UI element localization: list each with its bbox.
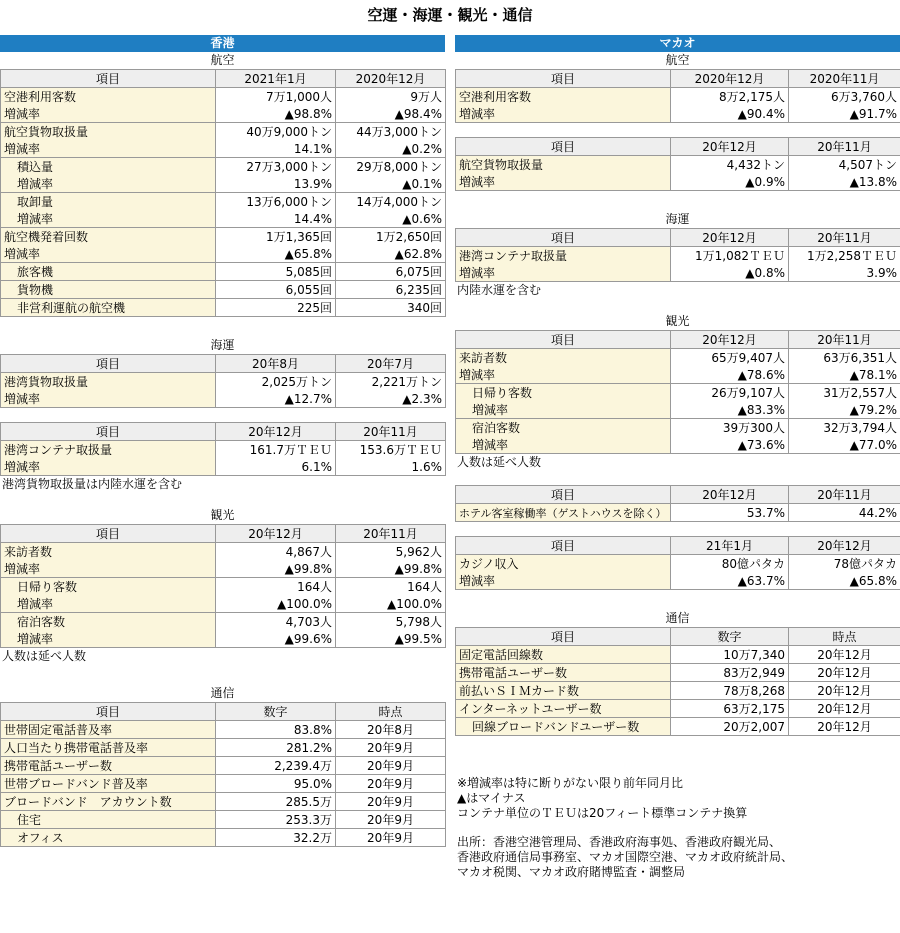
cell-value: 9万人 xyxy=(336,88,446,106)
row-label: 固定電話回線数 xyxy=(456,646,671,664)
table-row xyxy=(1,281,446,299)
cell-value: 253.3万 xyxy=(216,811,336,829)
table-row xyxy=(1,193,446,211)
col-header: 2021年1月 xyxy=(216,70,336,88)
row-label: ホテル客室稼働率（ゲストハウスを除く） xyxy=(456,504,671,522)
cell-value: 29万8,000トン xyxy=(336,158,446,176)
cell-value: 1万2,258ＴＥＵ xyxy=(789,247,900,265)
cell-value: 164人 xyxy=(336,578,446,596)
cell-value: 78万8,268 xyxy=(671,682,789,700)
table-row xyxy=(456,401,900,419)
col-header: 20年11月 xyxy=(789,486,900,504)
col-header: 20年11月 xyxy=(789,229,900,247)
col-header: 20年7月 xyxy=(336,355,446,373)
row-label: 港湾コンテナ取扱量 xyxy=(1,441,216,459)
cell-value: ▲90.4% xyxy=(671,105,789,123)
table-row xyxy=(456,156,900,174)
hk-sea-container-table xyxy=(0,422,446,476)
table-row xyxy=(456,555,900,573)
cell-value: 63万2,175 xyxy=(671,700,789,718)
cell-value: ▲65.8% xyxy=(216,245,336,263)
cell-value: 6,055回 xyxy=(216,281,336,299)
cell-value: ▲0.1% xyxy=(336,175,446,193)
cell-value: 20年9月 xyxy=(336,811,446,829)
row-label: 人口当たり携帯電話普及率 xyxy=(1,739,216,757)
row-label: 増減率 xyxy=(456,173,671,191)
cell-value: 1.6% xyxy=(336,458,446,476)
row-label: 増減率 xyxy=(1,105,216,123)
table-row xyxy=(1,140,446,158)
hong-kong-column xyxy=(0,35,445,847)
row-label: 日帰り客数 xyxy=(456,384,671,402)
table-row xyxy=(456,384,900,402)
cell-value: 53.7% xyxy=(671,504,789,522)
mo-comm-table xyxy=(455,627,900,736)
note-line: ▲はマイナス xyxy=(457,791,526,805)
row-label: 積込量 xyxy=(1,158,216,176)
row-label: 増減率 xyxy=(1,560,216,578)
hk-comm-title: 通信 xyxy=(210,686,235,700)
cell-value: 14万4,000トン xyxy=(336,193,446,211)
mo-tour-note: 人数は延べ人数 xyxy=(457,455,542,469)
cell-value: 20年12月 xyxy=(789,664,900,682)
table-row xyxy=(456,646,900,664)
cell-value: 225回 xyxy=(216,299,336,317)
cell-value: 95.0% xyxy=(216,775,336,793)
table-row xyxy=(456,264,900,282)
table-row xyxy=(1,775,446,793)
col-header: 時点 xyxy=(789,628,900,646)
table-row xyxy=(1,757,446,775)
cell-value: 20年9月 xyxy=(336,739,446,757)
cell-value: 7万1,000人 xyxy=(216,88,336,106)
row-label: インターネットユーザー数 xyxy=(456,700,671,718)
row-label: ブロードバンド アカウント数 xyxy=(1,793,216,811)
table-row xyxy=(456,436,900,454)
row-label: オフィス xyxy=(1,829,216,847)
table-row xyxy=(1,630,446,648)
row-label: 増減率 xyxy=(1,210,216,228)
cell-value: ▲100.0% xyxy=(216,595,336,613)
cell-value: 340回 xyxy=(336,299,446,317)
col-header: 項目 xyxy=(456,138,671,156)
source-line: 出所：香港空港管理局、香港政府海事処、香港政府観光局、 xyxy=(457,835,782,849)
table-row xyxy=(1,793,446,811)
row-label: 回線ブロードバンドユーザー数 xyxy=(456,718,671,736)
cell-value: 63万6,351人 xyxy=(789,349,900,367)
row-label: 増減率 xyxy=(1,630,216,648)
notes xyxy=(455,776,900,821)
mo-tour-title: 観光 xyxy=(665,314,690,328)
row-label: 増減率 xyxy=(456,105,671,123)
note-line: コンテナ単位のＴＥＵは20フィート標準コンテナ換算 xyxy=(457,806,748,820)
row-label: 航空貨物取扱量 xyxy=(1,123,216,141)
cell-value: 78億パタカ xyxy=(789,555,900,573)
cell-value: 20年9月 xyxy=(336,793,446,811)
cell-value: ▲99.5% xyxy=(336,630,446,648)
cell-value: ▲78.6% xyxy=(671,366,789,384)
table-row xyxy=(456,88,900,106)
table-row xyxy=(1,263,446,281)
cell-value: 83.8% xyxy=(216,721,336,739)
table-row xyxy=(1,829,446,847)
cell-value: 20年9月 xyxy=(336,775,446,793)
row-label: 増減率 xyxy=(1,175,216,193)
cell-value: 13万6,000トン xyxy=(216,193,336,211)
cell-value: 40万9,000トン xyxy=(216,123,336,141)
table-row xyxy=(1,458,446,476)
col-header: 数字 xyxy=(671,628,789,646)
cell-value: 5,798人 xyxy=(336,613,446,631)
cell-value: 83万2,949 xyxy=(671,664,789,682)
cell-value: 20年9月 xyxy=(336,757,446,775)
cell-value: 2,221万トン xyxy=(336,373,446,391)
row-label: 旅客機 xyxy=(1,263,216,281)
note-line: ※増減率は特に断りがない限り前年同月比 xyxy=(457,776,684,790)
table-row xyxy=(456,572,900,590)
cell-value: 5,085回 xyxy=(216,263,336,281)
col-header: 20年12月 xyxy=(216,525,336,543)
cell-value: 281.2% xyxy=(216,739,336,757)
table-row xyxy=(1,299,446,317)
cell-value: 14.1% xyxy=(216,140,336,158)
cell-value: 44万3,000トン xyxy=(336,123,446,141)
macao-column xyxy=(455,35,900,880)
cell-value: 32.2万 xyxy=(216,829,336,847)
mo-casino-table xyxy=(455,536,900,590)
row-label: 増減率 xyxy=(456,366,671,384)
cell-value: 285.5万 xyxy=(216,793,336,811)
cell-value: 20年9月 xyxy=(336,829,446,847)
cell-value: ▲100.0% xyxy=(336,595,446,613)
mo-air-cargo-table xyxy=(455,137,900,191)
cell-value: 2,239.4万 xyxy=(216,757,336,775)
cell-value: ▲78.1% xyxy=(789,366,900,384)
table-row xyxy=(456,173,900,191)
cell-value: 4,432トン xyxy=(671,156,789,174)
mo-hotel-table xyxy=(455,485,900,522)
cell-value: 6,235回 xyxy=(336,281,446,299)
hk-sea-note: 港湾貨物取扱量は内陸水運を含む xyxy=(2,477,183,491)
hong-kong-header: 香港 xyxy=(0,35,445,52)
row-label: 空港利用客数 xyxy=(456,88,671,106)
hk-sea-cargo-table xyxy=(0,354,446,408)
row-label: 増減率 xyxy=(1,595,216,613)
col-header: 項目 xyxy=(1,703,216,721)
col-header: 20年12月 xyxy=(671,331,789,349)
row-label: 増減率 xyxy=(1,245,216,263)
col-header: 項目 xyxy=(1,70,216,88)
mo-sea-note: 内陸水運を含む xyxy=(457,283,542,297)
row-label: 増減率 xyxy=(456,264,671,282)
row-label: 前払いＳＩＭカード数 xyxy=(456,682,671,700)
row-label: 来訪者数 xyxy=(456,349,671,367)
table-row xyxy=(1,721,446,739)
cell-value: 1万2,650回 xyxy=(336,228,446,246)
hk-air-title: 航空 xyxy=(210,53,235,67)
table-row xyxy=(1,175,446,193)
table-row xyxy=(1,245,446,263)
table-row xyxy=(456,504,900,522)
hk-air-table xyxy=(0,69,446,317)
row-label: 世帯固定電話普及率 xyxy=(1,721,216,739)
col-header: 項目 xyxy=(1,355,216,373)
cell-value: ▲99.8% xyxy=(336,560,446,578)
mo-air-title: 航空 xyxy=(665,53,690,67)
table-row xyxy=(1,595,446,613)
col-header: 20年11月 xyxy=(789,138,900,156)
mo-air-passenger-table xyxy=(455,69,900,123)
table-row xyxy=(456,247,900,265)
table-row xyxy=(456,682,900,700)
source-line: マカオ税関、マカオ政府賭博監査・調整局 xyxy=(457,865,686,879)
cell-value: 4,507トン xyxy=(789,156,900,174)
table-row xyxy=(456,419,900,437)
table-row xyxy=(1,578,446,596)
table-row xyxy=(1,373,446,391)
cell-value: 20年12月 xyxy=(789,682,900,700)
row-label: 日帰り客数 xyxy=(1,578,216,596)
table-row xyxy=(1,228,446,246)
col-header: 2020年12月 xyxy=(336,70,446,88)
row-label: 空港利用客数 xyxy=(1,88,216,106)
cell-value: 6.1% xyxy=(216,458,336,476)
table-row xyxy=(456,105,900,123)
cell-value: 27万3,000トン xyxy=(216,158,336,176)
table-row xyxy=(1,613,446,631)
cell-value: ▲73.6% xyxy=(671,436,789,454)
row-label: 携帯電話ユーザー数 xyxy=(1,757,216,775)
cell-value: 20年12月 xyxy=(789,718,900,736)
table-row xyxy=(1,739,446,757)
row-label: 携帯電話ユーザー数 xyxy=(456,664,671,682)
cell-value: 5,962人 xyxy=(336,543,446,561)
cell-value: 153.6万ＴＥＵ xyxy=(336,441,446,459)
col-header: 2020年12月 xyxy=(671,70,789,88)
hk-comm-table xyxy=(0,702,446,847)
cell-value: 10万7,340 xyxy=(671,646,789,664)
cell-value: 1万1,082ＴＥＵ xyxy=(671,247,789,265)
table-row xyxy=(1,210,446,228)
cell-value: 20万2,007 xyxy=(671,718,789,736)
cell-value: 44.2% xyxy=(789,504,900,522)
row-label: 増減率 xyxy=(456,572,671,590)
row-label: 増減率 xyxy=(1,140,216,158)
cell-value: 20年8月 xyxy=(336,721,446,739)
table-row xyxy=(1,88,446,106)
row-label: 増減率 xyxy=(456,401,671,419)
cell-value: 6万3,760人 xyxy=(789,88,900,106)
cell-value: 80億パタカ xyxy=(671,555,789,573)
cell-value: 31万2,557人 xyxy=(789,384,900,402)
cell-value: 26万9,107人 xyxy=(671,384,789,402)
row-label: 増減率 xyxy=(1,458,216,476)
col-header: 時点 xyxy=(336,703,446,721)
col-header: 項目 xyxy=(456,331,671,349)
col-header: 20年12月 xyxy=(671,229,789,247)
cell-value: 6,075回 xyxy=(336,263,446,281)
cell-value: ▲79.2% xyxy=(789,401,900,419)
row-label: 増減率 xyxy=(1,390,216,408)
row-label: 港湾コンテナ取扱量 xyxy=(456,247,671,265)
cell-value: ▲0.6% xyxy=(336,210,446,228)
hk-tour-title: 観光 xyxy=(210,508,235,522)
row-label: 航空機発着回数 xyxy=(1,228,216,246)
cell-value: ▲2.3% xyxy=(336,390,446,408)
col-header: 20年11月 xyxy=(336,525,446,543)
row-label: 宿泊客数 xyxy=(456,419,671,437)
mo-sea-table xyxy=(455,228,900,282)
cell-value: 8万2,175人 xyxy=(671,88,789,106)
col-header: 2020年11月 xyxy=(789,70,900,88)
hk-sea-title: 海運 xyxy=(210,338,235,352)
table-row xyxy=(456,700,900,718)
table-row xyxy=(456,349,900,367)
col-header: 数字 xyxy=(216,703,336,721)
row-label: 世帯ブロードバンド普及率 xyxy=(1,775,216,793)
table-row xyxy=(456,366,900,384)
col-header: 項目 xyxy=(456,537,671,555)
macao-header: マカオ xyxy=(455,35,900,52)
col-header: 20年11月 xyxy=(336,423,446,441)
row-label: 港湾貨物取扱量 xyxy=(1,373,216,391)
cell-value: 14.4% xyxy=(216,210,336,228)
col-header: 20年12月 xyxy=(216,423,336,441)
cell-value: ▲0.2% xyxy=(336,140,446,158)
row-label: 非営利運航の航空機 xyxy=(1,299,216,317)
table-row xyxy=(456,664,900,682)
col-header: 項目 xyxy=(456,628,671,646)
cell-value: ▲83.3% xyxy=(671,401,789,419)
cell-value: ▲13.8% xyxy=(789,173,900,191)
cell-value: 1万1,365回 xyxy=(216,228,336,246)
cell-value: 32万3,794人 xyxy=(789,419,900,437)
row-label: 宿泊客数 xyxy=(1,613,216,631)
col-header: 項目 xyxy=(1,525,216,543)
cell-value: ▲77.0% xyxy=(789,436,900,454)
cell-value: 4,867人 xyxy=(216,543,336,561)
cell-value: 65万9,407人 xyxy=(671,349,789,367)
col-header: 20年11月 xyxy=(789,331,900,349)
cell-value: ▲0.8% xyxy=(671,264,789,282)
table-row xyxy=(1,158,446,176)
row-label: 取卸量 xyxy=(1,193,216,211)
table-row xyxy=(1,390,446,408)
row-label: 貨物機 xyxy=(1,281,216,299)
table-row xyxy=(1,811,446,829)
cell-value: 2,025万トン xyxy=(216,373,336,391)
hk-tour-note: 人数は延べ人数 xyxy=(2,649,87,663)
hk-tour-table xyxy=(0,524,446,648)
cell-value: 164人 xyxy=(216,578,336,596)
source-line: 香港政府通信局事務室、マカオ国際空港、マカオ政府統計局、 xyxy=(457,850,794,864)
cell-value: 4,703人 xyxy=(216,613,336,631)
mo-tour-visitors-table xyxy=(455,330,900,454)
cell-value: 20年12月 xyxy=(789,700,900,718)
col-header: 項目 xyxy=(1,423,216,441)
mo-sea-title: 海運 xyxy=(665,212,690,226)
table-row xyxy=(1,560,446,578)
cell-value: ▲63.7% xyxy=(671,572,789,590)
mo-comm-title: 通信 xyxy=(665,611,690,625)
cell-value: ▲12.7% xyxy=(216,390,336,408)
table-row xyxy=(1,123,446,141)
col-header: 20年12月 xyxy=(789,537,900,555)
col-header: 20年8月 xyxy=(216,355,336,373)
cell-value: 20年12月 xyxy=(789,646,900,664)
row-label: 来訪者数 xyxy=(1,543,216,561)
row-label: 増減率 xyxy=(456,436,671,454)
cell-value: ▲65.8% xyxy=(789,572,900,590)
table-row xyxy=(1,105,446,123)
row-label: 住宅 xyxy=(1,811,216,829)
cell-value: ▲99.8% xyxy=(216,560,336,578)
row-label: カジノ収入 xyxy=(456,555,671,573)
cell-value: ▲99.6% xyxy=(216,630,336,648)
col-header: 項目 xyxy=(456,229,671,247)
col-header: 項目 xyxy=(456,70,671,88)
col-header: 20年12月 xyxy=(671,138,789,156)
col-header: 21年1月 xyxy=(671,537,789,555)
col-header: 20年12月 xyxy=(671,486,789,504)
cell-value: ▲91.7% xyxy=(789,105,900,123)
cell-value: ▲0.9% xyxy=(671,173,789,191)
table-row xyxy=(1,441,446,459)
cell-value: 13.9% xyxy=(216,175,336,193)
source xyxy=(455,835,900,880)
cell-value: 161.7万ＴＥＵ xyxy=(216,441,336,459)
table-row xyxy=(1,543,446,561)
row-label: 航空貨物取扱量 xyxy=(456,156,671,174)
page-title: 空運・海運・観光・通信 xyxy=(367,6,533,24)
cell-value: ▲98.8% xyxy=(216,105,336,123)
cell-value: 39万300人 xyxy=(671,419,789,437)
cell-value: ▲98.4% xyxy=(336,105,446,123)
cell-value: ▲62.8% xyxy=(336,245,446,263)
col-header: 項目 xyxy=(456,486,671,504)
cell-value: 3.9% xyxy=(789,264,900,282)
table-row xyxy=(456,718,900,736)
